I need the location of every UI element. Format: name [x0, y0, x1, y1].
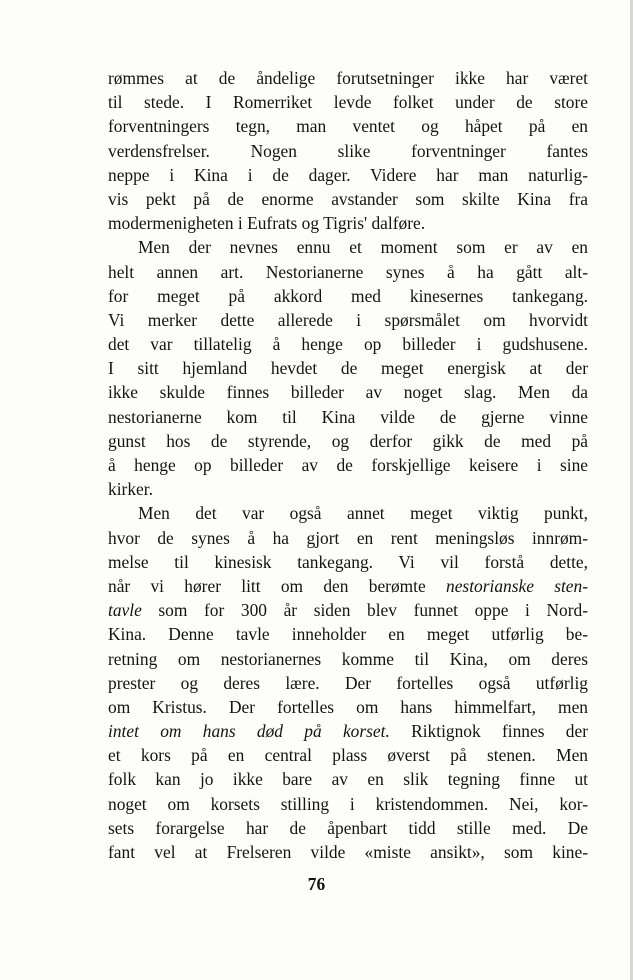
- text-segment: når vi hører litt om den berømte: [108, 575, 447, 596]
- text-line: [108, 429, 588, 453]
- text-line: [108, 90, 588, 114]
- text-line: [108, 526, 588, 550]
- text-segment: retning om nestorianernes komme til Kina, om deres: [108, 648, 588, 669]
- text-line: [108, 622, 588, 646]
- text-line: [108, 743, 588, 767]
- text-line: [108, 139, 588, 163]
- text-line: [108, 453, 588, 477]
- text-segment: I sitt hjemland hevdet de meget energisk at der: [108, 358, 588, 379]
- text-segment: helt annen art. Nestorianerne synes å ha gått alt-: [108, 261, 588, 282]
- text-line: [108, 114, 588, 138]
- text-line: [108, 477, 588, 501]
- text-segment: rømmes at de åndelige forutsetninger ikke har været: [108, 68, 588, 88]
- text-line: [108, 332, 588, 356]
- text-line: [108, 235, 588, 259]
- text-segment: Kina. Denne tavle inneholder en meget utførlig be-: [108, 624, 588, 645]
- text-line: [108, 719, 588, 743]
- text-line: [108, 308, 588, 332]
- text-line: [108, 695, 588, 719]
- text-line: [108, 671, 588, 695]
- text-segment: noget om korsets stilling i kristendommen. Nei, kor-: [108, 793, 588, 814]
- text-segment: nestorianerne kom til Kina vilde de gjerne vinne: [108, 406, 588, 427]
- text-line: [108, 260, 588, 284]
- italic-text: tavle: [108, 600, 142, 621]
- text-line: [108, 66, 588, 90]
- text-line: [108, 598, 588, 622]
- text-segment: det var tillatelig å henge op billeder i gudshusene.: [108, 334, 588, 355]
- text-line: [108, 284, 588, 308]
- text-segment: melse til kinesisk tankegang. Vi vil forstå dette,: [108, 551, 588, 572]
- text-segment: sets forargelse har de åpenbart tidd stille med. De: [108, 817, 588, 838]
- text-segment: prester og deres lære. Der fortelles også utførlig: [108, 672, 588, 693]
- text-line: [108, 163, 588, 187]
- text-line: [108, 840, 588, 864]
- text-segment: om Kristus. Der fortelles om hans himmelfart, men: [108, 696, 588, 717]
- text-segment: forventningers tegn, man ventet og håpet på en: [108, 116, 588, 137]
- text-line: [108, 380, 588, 404]
- italic-text: intet om hans død på korset.: [108, 721, 390, 742]
- text-line: [108, 647, 588, 671]
- text-segment: kirker.: [108, 479, 153, 500]
- text-segment: et kors på en central plass øverst på stenen. Men: [108, 745, 588, 766]
- text-segment: fant vel at Frelseren vilde «miste ansikt», som kine-: [108, 842, 588, 862]
- text-segment: vis pekt på de enorme avstander som skilte Kina fra: [108, 188, 588, 209]
- text-line: [108, 574, 588, 598]
- text-segment: verdensfrelser. Nogen slike forventninger fantes: [108, 140, 588, 161]
- text-segment: Men der nevnes ennu et moment som er av en: [138, 237, 588, 258]
- text-segment: å henge op billeder av de forskjellige keisere i sine: [108, 455, 588, 475]
- text-segment: folk kan jo ikke bare av en slik tegning finne ut: [108, 769, 588, 790]
- text-segment: Men det var også annet meget viktig punkt,: [138, 503, 588, 524]
- text-line: [108, 501, 588, 525]
- italic-text: nestorianske sten-: [446, 575, 589, 596]
- text-segment: modermenigheten i Eufrats og Tigris' dalføre.: [108, 213, 426, 234]
- text-line: [108, 767, 588, 791]
- text-segment: som for 300 år siden blev funnet oppe i Nord-: [141, 600, 588, 621]
- text-line: [108, 211, 588, 235]
- text-segment: Riktignok finnes der: [389, 721, 588, 742]
- text-line: [108, 356, 588, 380]
- body-text: [108, 66, 588, 864]
- text-line: [108, 550, 588, 574]
- text-segment: gunst hos de styrende, og derfor gikk de med på: [108, 430, 588, 451]
- text-line: [108, 405, 588, 429]
- text-segment: til stede. I Romerriket levde folket under de store: [108, 92, 588, 113]
- text-segment: ikke skulde finnes billeder av noget slag. Men da: [108, 382, 588, 403]
- text-segment: neppe i Kina i de dager. Videre har man naturlig-: [108, 164, 588, 185]
- text-line: [108, 187, 588, 211]
- text-line: [108, 792, 588, 816]
- text-segment: Vi merker dette allerede i spørsmålet om hvorvidt: [108, 309, 588, 330]
- text-line: [108, 816, 588, 840]
- text-segment: for meget på akkord med kinesernes tankegang.: [108, 285, 588, 306]
- text-segment: hvor de synes å ha gjort en rent meningsløs innrøm-: [108, 527, 588, 548]
- page-number: 76: [307, 874, 326, 894]
